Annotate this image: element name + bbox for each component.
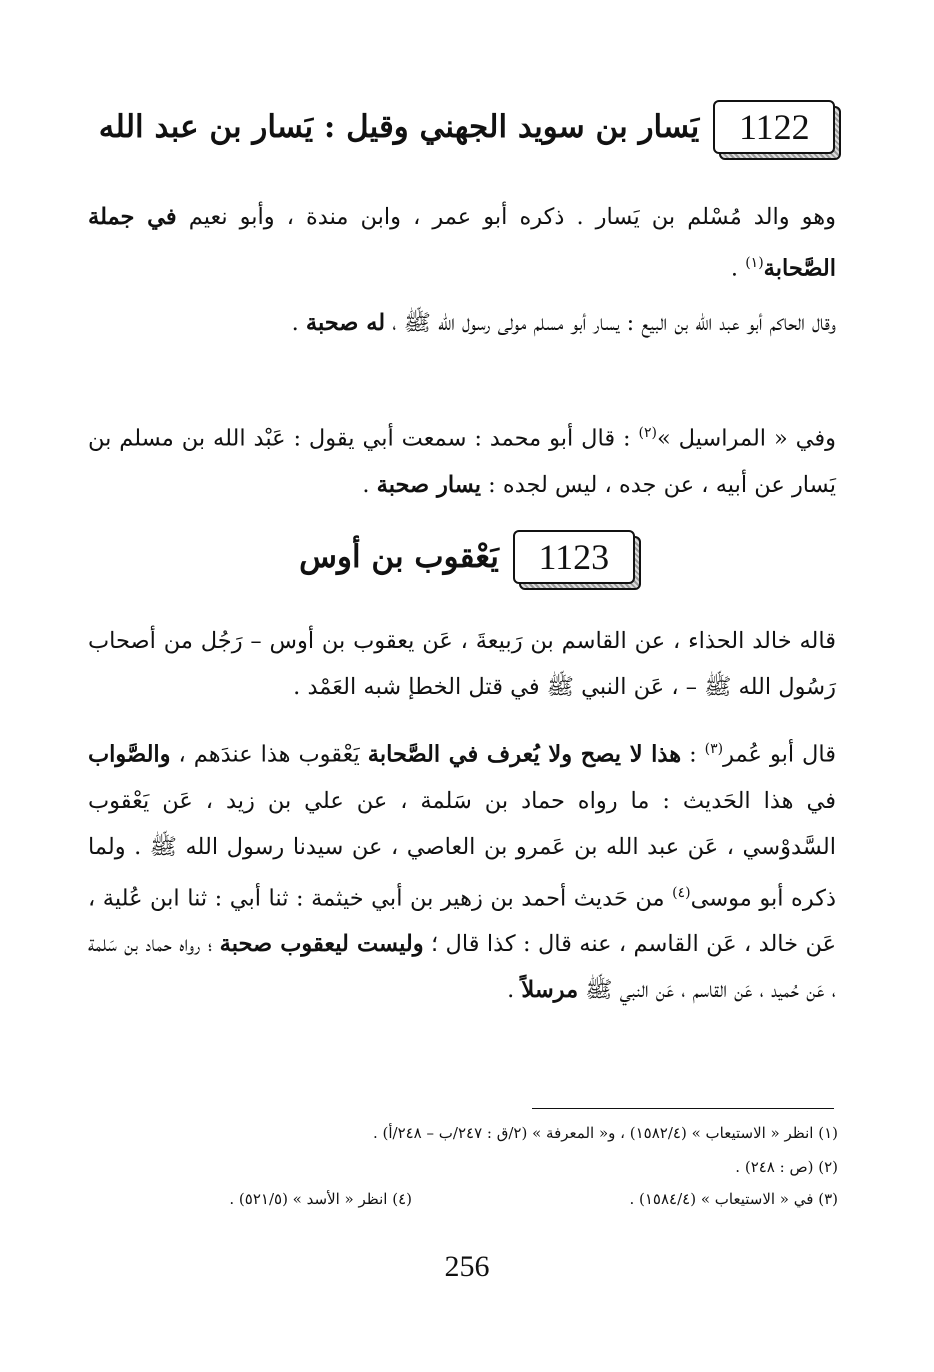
footnote-text: انظر « الأسد » (٥٢١/٥) . xyxy=(229,1190,388,1208)
bold-text: يسار صحبة xyxy=(376,471,482,498)
text-run: وقال الحاكم أبو عبد الله بن البيع : يسار أبو مسلم مولى رسول الله ﷺ ، xyxy=(385,310,836,336)
paragraph xyxy=(88,194,836,292)
text-run: . xyxy=(507,977,522,1003)
footnote xyxy=(373,1122,838,1144)
text-run: في هذا الحَديث : ما رواه حماد بن سَلمة ، عن علي بن زيد ، عَن يَعْقوب السَّدوْسي ، عَن عبد الله بن عَمرو بن العاصي ، عن سيدنا رسول الله ﷺ . ولما ذكره أبو موسى xyxy=(88,787,836,911)
entry-title: يَسار بن سويد الجهني وقيل : يَسار بن عبد الله xyxy=(98,109,700,145)
text-run: : قال أبو محمد : سمعت أبي يقول : عَبْد الله بن مسلم بن يَسار عن أبيه ، عن جده ، ليس لجده : xyxy=(88,425,836,498)
bold-text: هذا لا يصح ولا يُعرف في الصَّحابة xyxy=(367,741,682,768)
bold-text: مرسلاً xyxy=(521,977,579,1003)
footnote-mark: (٣) xyxy=(818,1190,838,1208)
entry-title: يَعْقوب بن أوس xyxy=(299,539,499,575)
bold-text: والصَّواب xyxy=(88,741,171,768)
paragraph xyxy=(88,300,836,346)
footnote-text: في « الاستيعاب » (١٥٨٤/٤) . xyxy=(629,1190,814,1208)
text-run: . xyxy=(730,255,746,282)
text-run: قال أبو عُمر xyxy=(723,741,837,768)
text-run: يَعْقوب هذا عندَهم ، xyxy=(170,741,368,768)
text-run: وهو والد مُسْلم بن يَسار . ذكره أبو عمر ، وابن مندة ، وأبو نعيم xyxy=(176,204,836,230)
entry-header-1122 xyxy=(0,100,934,154)
footnote-ref: (٣) xyxy=(704,741,724,757)
entry-number-badge: 1122 xyxy=(713,100,835,154)
text-run: . xyxy=(291,310,306,336)
text-run: ؛ رواه حماد بن سَلمة ، عَن حُميد ، عَن القاسم ، عَن النبي ﷺ xyxy=(88,931,836,1003)
bold-text: في جملة الصَّحابة xyxy=(88,204,836,282)
footnote xyxy=(629,1188,838,1210)
page-number: 256 xyxy=(444,1250,490,1283)
bold-text: له صحبة xyxy=(305,310,386,336)
entry-number-badge: 1123 xyxy=(513,530,635,584)
text-run: : xyxy=(681,741,705,768)
footnote-text: انظر « الاستيعاب » (١٥٨٢/٤) ، و« المعرفة » (٢/ق : ٢٤٧/ب – ٢٤٨/أ) . xyxy=(372,1124,814,1142)
text-run: . xyxy=(362,471,377,498)
paragraph xyxy=(88,618,836,710)
text-run: قاله خالد الحذاء ، عن القاسم بن رَبيعةَ ، عَن يعقوب بن أوس – رَجُل من أصحاب رَسُول الله ﷺ – ، عَن النبي ﷺ في قتل الخطإ شبه العَمْد . xyxy=(88,628,836,700)
text-run: وفي « المراسيل » xyxy=(656,425,836,452)
entry-header-1123 xyxy=(0,530,934,584)
footnote-ref: (٤) xyxy=(672,884,691,901)
footnote-ref: (١) xyxy=(745,255,764,271)
bold-text: وليست ليعقوب صحبة xyxy=(219,931,424,957)
footnote xyxy=(229,1188,412,1210)
footnote xyxy=(735,1156,838,1178)
footnote-ref: (٢) xyxy=(638,425,657,441)
footnote-text: (ص : ٢٤٨) . xyxy=(735,1158,814,1176)
footnote-mark: (١) xyxy=(818,1124,838,1142)
footnote-separator xyxy=(532,1108,834,1109)
footnote-mark: (٢) xyxy=(818,1158,838,1176)
text-run: من حَديث أحمد بن زهير بن أبي خيثمة : ثنا أبي : ثنا ابن عُلية ، عَن خالد ، عَن القاسم ، عنه قال : كذا قال ؛ xyxy=(88,885,836,957)
paragraph xyxy=(88,410,836,508)
footnote-mark: (٤) xyxy=(392,1190,412,1208)
paragraph xyxy=(88,726,836,1013)
